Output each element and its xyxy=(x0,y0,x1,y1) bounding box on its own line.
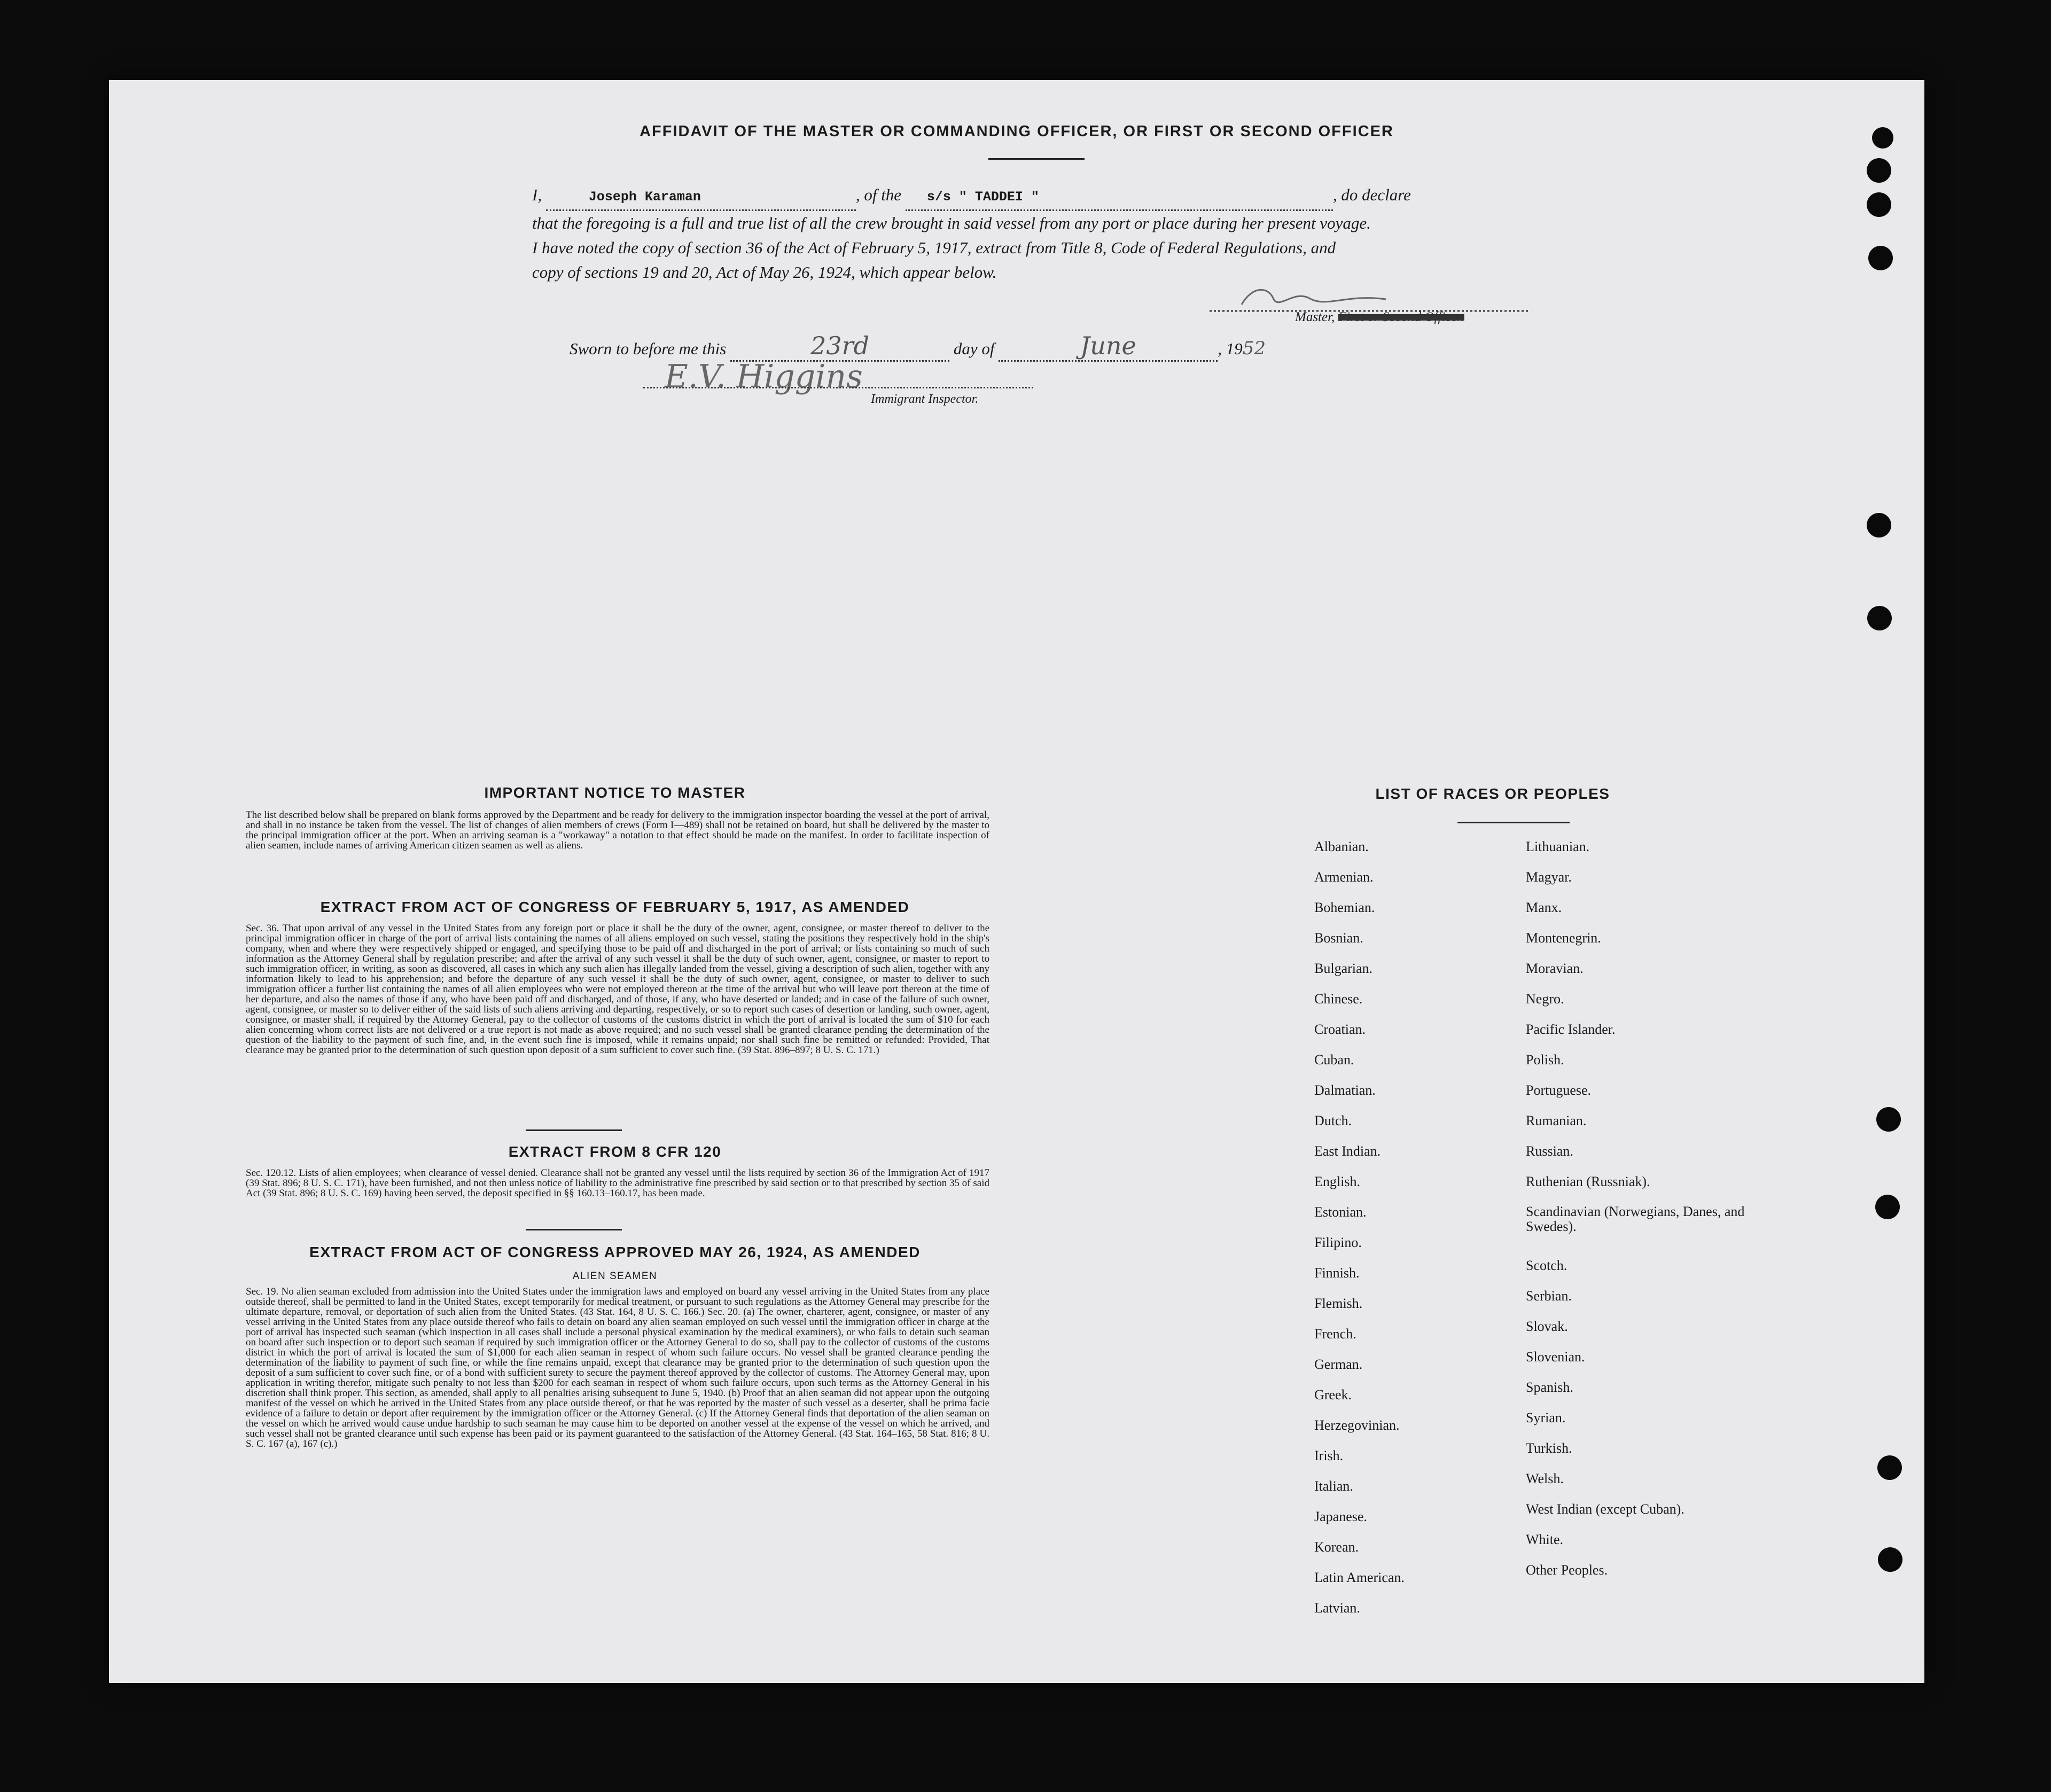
inspector-label: Immigrant Inspector. xyxy=(871,392,979,406)
race-item: Serbian. xyxy=(1526,1288,1572,1304)
day-of-label: day of xyxy=(953,339,995,358)
race-item: Latin American. xyxy=(1314,1570,1405,1585)
punch-hole xyxy=(1875,1195,1900,1219)
race-item: Korean. xyxy=(1314,1539,1359,1555)
vessel-field xyxy=(906,183,1333,211)
race-item: Negro. xyxy=(1526,991,1564,1007)
declaration-block xyxy=(532,183,1659,285)
declaration-suffix: , do declare xyxy=(1332,185,1411,204)
extract-1924-text: Sec. 19. No alien seaman excluded from admission into the United States under the immigration laws and employed on board any vessel arriving in the United States from any place outside thereof, shall be permitted to land in the United States, except temporarily for medical treatment, or pursuant to such regulations as the Attorney General may prescribe for the ultimate departure, removal, or deportation of such alien from the United States. (43 Stat. 164, 8 U. S. C. 166.) Sec. 20. (a) The owner, charterer, agent, consignee, or master of any vessel arriving in the United States from any place outside thereof who fails to detain on board any alien seaman employed on such vessel until the immigration officer in charge at the port of arrival has inspected such seaman (which inspection in all cases shall include a personal physical examination by the medical examiners), or who fails to detain such seaman on board after such inspection or to deport such seaman if required by such immigration officer or the Attorney General to do so, shall pay to the collector of customs of the customs district in which the port of arrival is located the sum of $1,000 for each alien seaman in respect of whom such failure occurs. No vessel shall be granted clearance pending the determination of the liability to payment of such fine, or while the fine remains unpaid, except that clearance may be granted prior to the determination of such question upon the deposit of a sum sufficient to cover such fine, or of a bond with sufficient surety to secure the payment thereof approved by the collector of customs. The Attorney General may, upon application in writing therefor, mitigate such penalty to not less than $200 for each seaman in respect of whom such failure occurs, upon such terms as the Attorney General in his discretion shall think proper. This section, as amended, shall apply to all penalties arising subsequent to June 5, 1940. (b) Proof that an alien seaman did not appear upon the outgoing manifest of the vessel on which he arrived in the United States from any place outside thereof, or that he was reported by the master of such vessel as a deserter, shall be prima facie evidence of a failure to detain or deport after requirement by the immigration officer or the Attorney General. (c) If the Attorney General finds that deportation of the alien seaman on the vessel on which he arrived would cause undue hardship to such seaman he may cause him to be deported on another vessel at the expense of the vessel on which he arrived, and such vessel shall not be granted clearance until such expense has been paid or its payment guaranteed to the satisfaction of the Attorney General. (43 Stat. 164–165, 58 Stat. 816; 8 U. S. C. 167 (a), 167 (c).) xyxy=(246,1286,989,1450)
race-item: Russian. xyxy=(1526,1143,1573,1159)
declaration-line-3: I have noted the copy of section 36 of the Act of February 5, 1917, extract from Title 8, Code of Federal Regulations, and xyxy=(532,238,1336,257)
alien-seamen-subtitle: ALIEN SEAMEN xyxy=(572,1271,658,1282)
sworn-year: 52 xyxy=(1242,338,1266,359)
divider xyxy=(1457,822,1570,823)
race-item: Moravian. xyxy=(1526,961,1584,976)
race-item: Magyar. xyxy=(1526,869,1572,885)
race-item: Chinese. xyxy=(1314,991,1363,1007)
race-item: Cuban. xyxy=(1314,1052,1354,1068)
year-prefix: , 19 xyxy=(1218,339,1243,358)
master-name: Joseph Karaman xyxy=(588,189,701,205)
race-item: West Indian (except Cuban). xyxy=(1526,1501,1685,1517)
races-title: LIST OF RACES OR PEOPLES xyxy=(1375,785,1610,802)
punch-hole xyxy=(1867,513,1891,537)
race-item: Portuguese. xyxy=(1526,1082,1592,1098)
divider xyxy=(526,1229,622,1230)
race-item: Italian. xyxy=(1314,1478,1353,1494)
punch-hole xyxy=(1867,606,1892,630)
race-item: Bulgarian. xyxy=(1314,961,1373,976)
race-item: Flemish. xyxy=(1314,1296,1363,1311)
cfr-text: Sec. 120.12. Lists of alien employees; when clearance of vessel denied. Clearance shall not be granted any vessel until the lists required by section 36 of the Immigration Act of 1917 (39 Stat. 896; 8 U. S. C. 171), have been furnished, and not then unless notice of liability to the administrative fine prescribed by said section or to that prescribed by section 35 of said Act (39 Stat. 896; 8 U. S. C. 169) having been served, the deposit specified in §§ 160.13–160.17, has been made. xyxy=(246,1167,989,1199)
race-item: Finnish. xyxy=(1314,1265,1360,1281)
races-column-1 xyxy=(1314,839,1405,1631)
race-item: Latvian. xyxy=(1314,1600,1360,1616)
race-item: Bohemian. xyxy=(1314,900,1375,915)
punch-hole xyxy=(1867,158,1891,183)
vessel-name: s/s " TADDEI " xyxy=(926,189,1039,205)
race-item: Armenian. xyxy=(1314,869,1374,885)
extract-1924-title: EXTRACT FROM ACT OF CONGRESS APPROVED MAY 26, 1924, AS AMENDED xyxy=(309,1244,921,1260)
sworn-day-field xyxy=(730,331,949,362)
extract-1917-text: Sec. 36. That upon arrival of any vessel in the United States from any foreign port or place it shall be the duty of the owner, agent, consignee, or master thereof to deliver to the principal immigration officer in charge of the port of arrival lists containing the names of all aliens employed on such vessel, stating the positions they respectively hold in the ship's company, when and where they were respectively shipped or engaged, and specifying those to be paid off and discharged in the port of arrival; or lists containing so much of such information as the Attorney General shall by regulation prescribe; and after the arrival of any such vessel it shall be the duty of such owner, agent, consignee, or master to report to such immigration officer, in writing, as soon as discovered, all cases in which any such alien has illegally landed from the vessel, giving a description of such alien, together with any information likely to lead to his apprehension; and before the departure of any such vessel it shall be the duty of such owner, agent, consignee, or master to deliver to such immigration officer a further list containing the names of all alien employees who were not employed thereon at the time of the arrival but who will leave port thereon at the time of her departure, and also the names of those if any, who have been paid off and discharged, and of those, if any, who have deserted or landed; and in case of the failure of such owner, agent, consignee, or master so to deliver either of the said lists of such aliens arriving and departing, respectively, or so to report such cases of desertion or landing, such owner, agent, consignee, or master shall, if required by the Attorney General, pay to the collector of customs of the customs district in which the port of arrival is located the sum of $10 for each alien concerning whom correct lists are not delivered or a true report is not made as above required; and no such vessel shall be granted clearance pending the determination of the question of the liability to the payment of such fine, and, in the event such fine is imposed, while it remains unpaid; nor shall such fine be remitted or refunded: Provided, That clearance may be granted prior to the determination of such question upon deposit of a sum sufficient to cover such fine. (39 Stat. 896–897; 8 U. S. C. 171.) xyxy=(246,923,989,1056)
race-item: Manx. xyxy=(1526,900,1562,915)
master-label: Master, xyxy=(1295,310,1335,324)
inspector-line xyxy=(643,387,1033,388)
sworn-month-field xyxy=(999,331,1218,362)
master-label-line xyxy=(1295,310,1464,325)
punch-hole xyxy=(1876,1107,1901,1132)
inspector-signature: E.V. Higgins xyxy=(665,358,863,395)
race-item: Japanese. xyxy=(1314,1509,1367,1524)
race-item: Herzegovinian. xyxy=(1314,1417,1400,1433)
race-item: Slovak. xyxy=(1526,1319,1568,1334)
sworn-month: June xyxy=(1080,331,1136,360)
declaration-of-the: , of the xyxy=(855,185,902,204)
punch-hole xyxy=(1867,192,1891,217)
race-item: Irish. xyxy=(1314,1448,1344,1463)
race-item: Scotch. xyxy=(1526,1258,1568,1273)
race-item: Turkish. xyxy=(1526,1440,1572,1456)
race-item: English. xyxy=(1314,1174,1360,1189)
race-item: Dalmatian. xyxy=(1314,1082,1376,1098)
divider xyxy=(988,158,1085,160)
race-item: Polish. xyxy=(1526,1052,1564,1068)
cfr-title: EXTRACT FROM 8 CFR 120 xyxy=(508,1143,722,1160)
declaration-line-4: copy of sections 19 and 20, Act of May 26, 1924, which appear below. xyxy=(532,263,997,282)
race-item: Filipino. xyxy=(1314,1235,1362,1250)
race-item: Syrian. xyxy=(1526,1410,1566,1425)
races-column-2 xyxy=(1526,839,1782,1593)
declaration-line-2: that the foregoing is a full and true list of all the crew brought in said vessel from any port or place during her present voyage. xyxy=(532,214,1371,232)
race-item: Ruthenian (Russniak). xyxy=(1526,1174,1650,1189)
notice-text: The list described below shall be prepared on blank forms approved by the Department and be ready for delivery to the immigration inspector boarding the vessel at the port of arrival, and shall in no instance be taken from the vessel. The list of changes of alien members of crews (Form I—489) shall not be retained on board, but shall be delivered by the master to the principal immigration officer at the port. When an arriving seaman is a "workaway" a notation to that effect should be made on the manifest. In order to facilitate inspection of alien seamen, include names of arriving American citizen seamen as well as aliens. xyxy=(246,809,989,851)
race-item: Albanian. xyxy=(1314,839,1369,854)
race-item: German. xyxy=(1314,1357,1363,1372)
punch-hole xyxy=(1877,1455,1902,1480)
race-item: Estonian. xyxy=(1314,1204,1367,1220)
race-item: Dutch. xyxy=(1314,1113,1352,1128)
race-item: Montenegrin. xyxy=(1526,930,1601,946)
race-item: Other Peoples. xyxy=(1526,1562,1608,1578)
sworn-prefix: Sworn to before me this xyxy=(570,339,727,358)
affidavit-title: AFFIDAVIT OF THE MASTER OR COMMANDING OFFICER, OR FIRST OR SECOND OFFICER xyxy=(640,123,1394,140)
struck-officer-label: First or Second Officer. xyxy=(1338,310,1464,324)
extract-1917-title: EXTRACT FROM ACT OF CONGRESS OF FEBRUARY 5, 1917, AS AMENDED xyxy=(320,899,910,915)
notice-title: IMPORTANT NOTICE TO MASTER xyxy=(484,784,746,801)
race-item: Pacific Islander. xyxy=(1526,1022,1616,1037)
race-item: Slovenian. xyxy=(1526,1349,1585,1365)
punch-hole xyxy=(1878,1547,1902,1572)
sworn-day: 23rd xyxy=(810,331,870,360)
race-item: Greek. xyxy=(1314,1387,1352,1403)
declaration-prefix: I, xyxy=(532,185,542,204)
race-item: Bosnian. xyxy=(1314,930,1363,946)
divider xyxy=(526,1129,622,1131)
document-page xyxy=(109,80,1924,1683)
race-item: Spanish. xyxy=(1526,1380,1573,1395)
race-item: Croatian. xyxy=(1314,1022,1366,1037)
master-name-field xyxy=(546,183,856,211)
race-item: White. xyxy=(1526,1532,1564,1547)
sworn-line xyxy=(570,331,1266,362)
race-item: Scandinavian (Norwegians, Danes, and Swedes). xyxy=(1526,1204,1745,1234)
race-item: East Indian. xyxy=(1314,1143,1381,1159)
punch-hole xyxy=(1868,246,1893,270)
race-item: French. xyxy=(1314,1326,1356,1342)
race-item: Rumanian. xyxy=(1526,1113,1587,1128)
race-item: Lithuanian. xyxy=(1526,839,1590,854)
race-item: Welsh. xyxy=(1526,1471,1564,1486)
